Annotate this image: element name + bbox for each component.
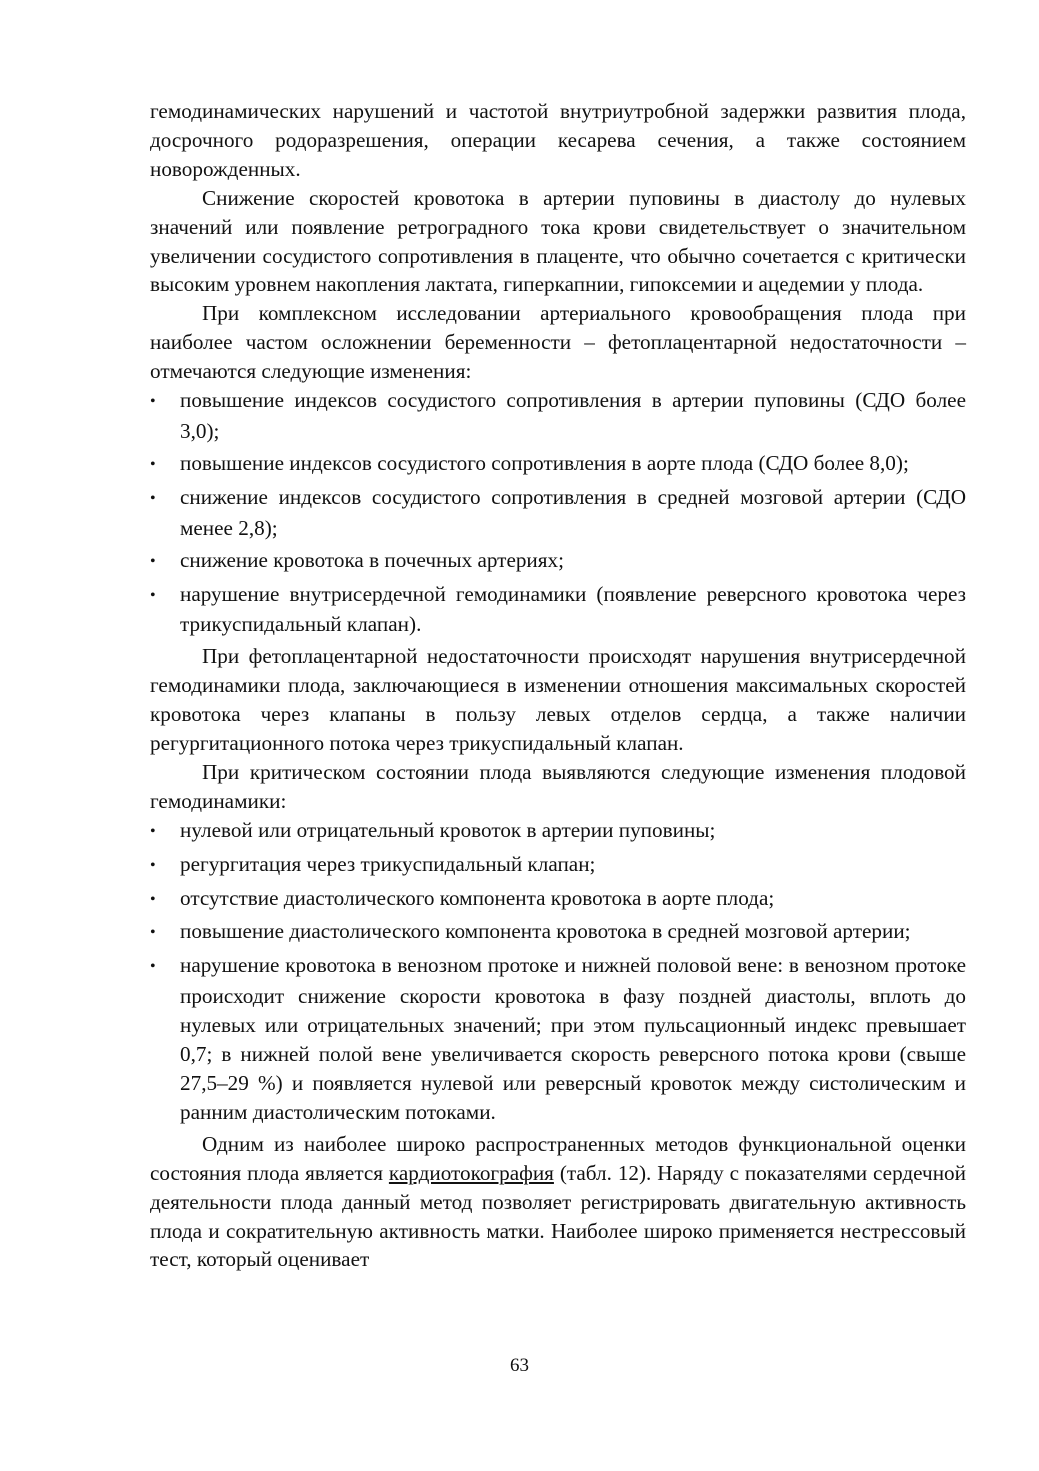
list-item [150,816,966,847]
bullet-icon: • [150,856,156,874]
list-item-text: отсутствие диастолического компонента кровотока в аорте плода; [180,885,775,910]
list-item-text: повышение индексов сосудистого сопротивления в аорте плода (СДО более 8,0); [180,450,909,475]
list-item [150,386,966,446]
list-item [150,951,966,1126]
paragraph-intracardiac: При фетоплацентарной недостаточности происходят нарушения внутрисердечной гемодинамики плода, заключающиеся в изменении отношения максимальных скоростей кровотока через клапаны в пользу левых отделов сердца, а также наличии регургитационного потока через трикуспидальный клапан. [150,644,966,756]
bullet-icon: • [150,924,156,942]
paragraph-continuation: гемодинамических нарушений и частотой внутриутробной задержки развития плода, досрочного родоразрешения, операции кесарева сечения, а также состоянием новорожденных. [150,99,966,181]
paragraph-umbilical-flow: Снижение скоростей кровотока в артерии пуповины в диастолу до нулевых значений или появление ретроградного тока крови свидетельствует о значительном увеличении сосудистого сопротивления в плаценте, что обычно сочетается с критически высоким уровнем накопления лактата, гиперкапнии, гипоксемии и ацедемии у плода. [150,185,966,297]
bullet-icon: • [150,958,156,976]
list-item-text: повышение диастолического компонента кровотока в средней мозговой артерии; [180,919,911,944]
paragraph-critical-state: При критическом состоянии плода выявляются следующие изменения плодовой гемодинамики: [150,759,966,813]
page-number: 63 [510,1355,529,1376]
page-body [150,97,966,1274]
list-item-text: нулевой или отрицательный кровоток в артерии пуповины; [180,817,716,842]
paragraph-ctg [150,1130,966,1275]
list-item-text: снижение индексов сосудистого сопротивления в средней мозговой артерии (СДО менее 2,8); [180,484,966,540]
list-item-text: нарушение кровотока в венозном протоке и нижней половой вене: в венозном протоке происходит снижение скорости кровотока в фазу поздней диастолы, вплоть до нулевых или отрицательных значений; при этом пульсационный индекс превышает 0,7; в нижней полой вене увеличивается скорость реверсного потока крови (свыше 27,5–29 %) и появляется нулевой или реверсный кровоток между систолическим и ранним диастолическим потоками. [180,953,966,1124]
list-item-text: нарушение внутрисердечной гемодинамики (появление реверсного кровотока через трикуспидальный клапан). [180,581,966,637]
bullet-icon: • [150,393,156,411]
list-item [150,546,966,577]
list-item-text: повышение индексов сосудистого сопротивления в артерии пуповины (СДО более 3,0); [180,388,966,443]
list-item [150,884,966,915]
list-item [150,850,966,881]
list-item [150,483,966,543]
bullet-icon: • [150,489,156,507]
list-item [150,917,966,948]
list-critical-changes [150,816,966,1127]
list-item-text: регургитация через трикуспидальный клапан; [180,851,596,876]
list-item-text: снижение кровотока в почечных артериях; [180,547,565,572]
ctg-text-before: Одним из наиболее широко распространенных методов функциональной оценки состояния плода является [150,1131,966,1185]
bullet-icon: • [150,890,156,908]
list-item [150,449,966,480]
bullet-icon: • [150,455,156,473]
ctg-text-after: (табл. 12). Наряду с показателями сердечной деятельности плода данный метод позволяет регистрировать двигательную активность плода и сократительную активность матки. Наиболее широко применяется нестрессовый тест, который оценивает [150,1160,966,1272]
ctg-term: кардиотокография [388,1160,554,1185]
list-fpi-changes [150,386,966,639]
bullet-icon: • [150,586,156,604]
paragraph-arterial-study: При комплексном исследовании артериального кровообращения плода при наиболее частом осложнении беременности – фетоплацентарной недостаточности – отмечаются следующие изменения: [150,301,966,384]
bullet-icon: • [150,552,156,570]
list-item [150,580,966,640]
bullet-icon: • [150,822,156,840]
